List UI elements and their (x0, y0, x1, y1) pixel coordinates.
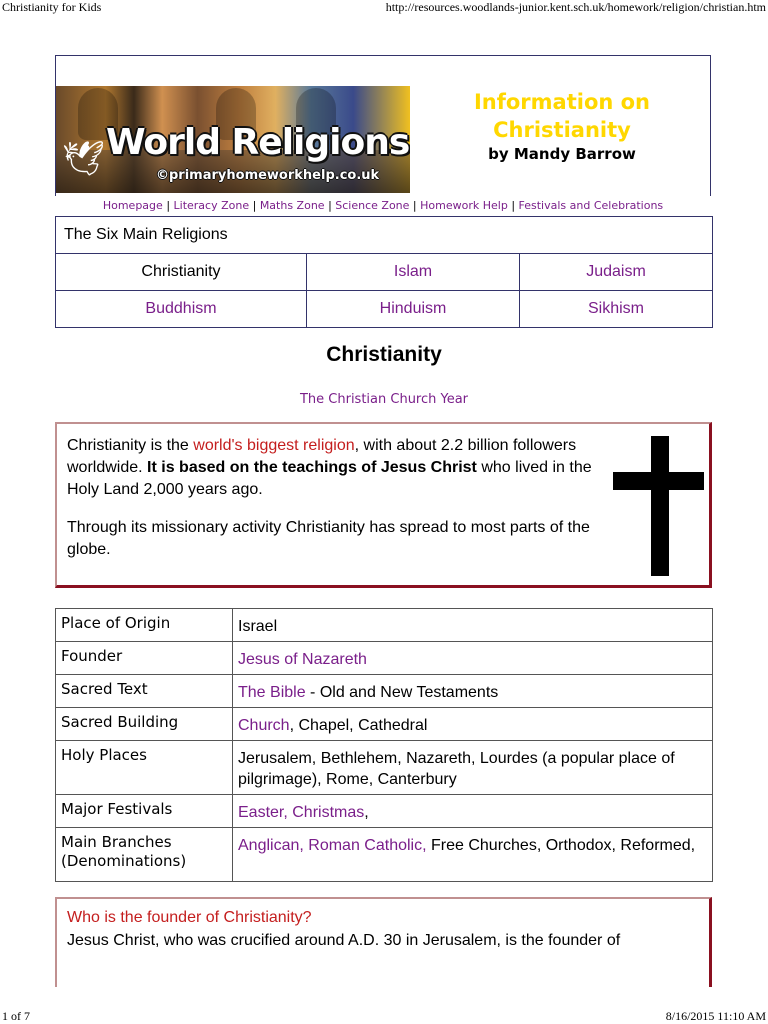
logo-site: ©primaryhomeworkhelp.co.uk (156, 168, 380, 183)
founder-link[interactable]: Jesus of Nazareth (238, 651, 367, 668)
page-header-title: Christianity for Kids (2, 0, 102, 14)
founder-answer: Jesus Christ, who was crucified around A.D. 30 in Jerusalem, is the founder of (67, 932, 621, 949)
religions-table (55, 216, 713, 328)
religion-sikhism-link[interactable]: Sikhism (520, 291, 713, 328)
religion-judaism-link[interactable]: Judaism (520, 254, 713, 291)
table-row: Main Branches (Denominations) Anglican, Roman Catholic, Free Churches, Orthodox, Reformed, (56, 828, 713, 882)
fact-label: Founder (56, 642, 233, 675)
bible-link[interactable]: The Bible (238, 684, 306, 701)
table-row (56, 741, 713, 795)
fact-label: Place of Origin (56, 609, 233, 642)
fact-label: Major Festivals (56, 795, 233, 828)
nav-maths-zone[interactable]: Maths Zone (259, 199, 325, 212)
church-link[interactable]: Church (238, 717, 290, 734)
page-title: Christianity (326, 343, 442, 366)
table-row (56, 609, 713, 642)
intro-box (55, 422, 712, 588)
dove-icon: 🕊 (62, 140, 106, 178)
logo-title: World Religions (106, 122, 410, 163)
cross-icon-bar (613, 472, 704, 490)
table-row: Sacred Text The Bible - Old and New Testaments (56, 675, 713, 708)
founder-box (55, 897, 712, 987)
intro-paragraph-1: Christianity is the world's biggest religion, with about 2.2 billion followers worldwide. It is based on the teachings of Jesus Christ who lived in the Holy Land 2,000 years ago. (67, 437, 592, 498)
fact-label: Main Branches (Denominations) (56, 828, 233, 882)
fact-value: Jerusalem, Bethlehem, Nazareth, Lourdes (a popular place of pilgrimage), Rome, Canterbury (233, 741, 713, 795)
byline: by Mandy Barrow (488, 145, 636, 163)
nav-literacy-zone[interactable]: Literacy Zone (173, 199, 250, 212)
intro-paragraph-2: Through its missionary activity Christianity has spread to most parts of the globe. (67, 519, 590, 558)
branches-link[interactable]: Anglican, Roman Catholic, (238, 837, 427, 854)
fact-value: Israel (233, 609, 713, 642)
fact-label: Sacred Building (56, 708, 233, 741)
religion-buddhism-link[interactable]: Buddhism (56, 291, 307, 328)
table-row: Major Festivals Easter, Christmas, (56, 795, 713, 828)
nav-festivals[interactable]: Festivals and Celebrations (518, 199, 664, 212)
nav-homepage[interactable]: Homepage (102, 199, 163, 212)
religions-heading: The Six Main Religions (56, 217, 713, 254)
religion-christianity: Christianity (56, 254, 307, 291)
cross-icon (651, 436, 669, 576)
religion-hinduism-link[interactable]: Hinduism (307, 291, 520, 328)
nav-science-zone[interactable]: Science Zone (335, 199, 410, 212)
church-year-link[interactable]: The Christian Church Year (299, 392, 469, 407)
print-timestamp: 8/16/2015 11:10 AM (665, 1009, 766, 1023)
table-row: Sacred Building Church, Chapel, Cathedral (56, 708, 713, 741)
religion-islam-link[interactable]: Islam (307, 254, 520, 291)
top-nav: Homepage | Literacy Zone | Maths Zone | Science Zone | Homework Help | Festivals and Celebrations (102, 199, 664, 212)
founder-question: Who is the founder of Christianity? (67, 909, 312, 926)
biggest-religion-link[interactable]: world's biggest religion (193, 437, 355, 454)
page-number: 1 of 7 (2, 1009, 30, 1023)
table-row (56, 642, 713, 675)
fact-label: Sacred Text (56, 675, 233, 708)
nav-homework-help[interactable]: Homework Help (420, 199, 508, 212)
info-title: Information on Christianity (473, 90, 651, 142)
facts-table (55, 608, 713, 882)
world-religions-logo[interactable] (56, 86, 410, 193)
intro-bold-text: It is based on the teachings of Jesus Christ (147, 459, 477, 476)
page-header-url: http://resources.woodlands-junior.kent.sch.uk/homework/religion/christian.htm (385, 0, 766, 14)
festivals-link[interactable]: Easter, Christmas (238, 804, 365, 821)
fact-label: Holy Places (56, 741, 233, 795)
